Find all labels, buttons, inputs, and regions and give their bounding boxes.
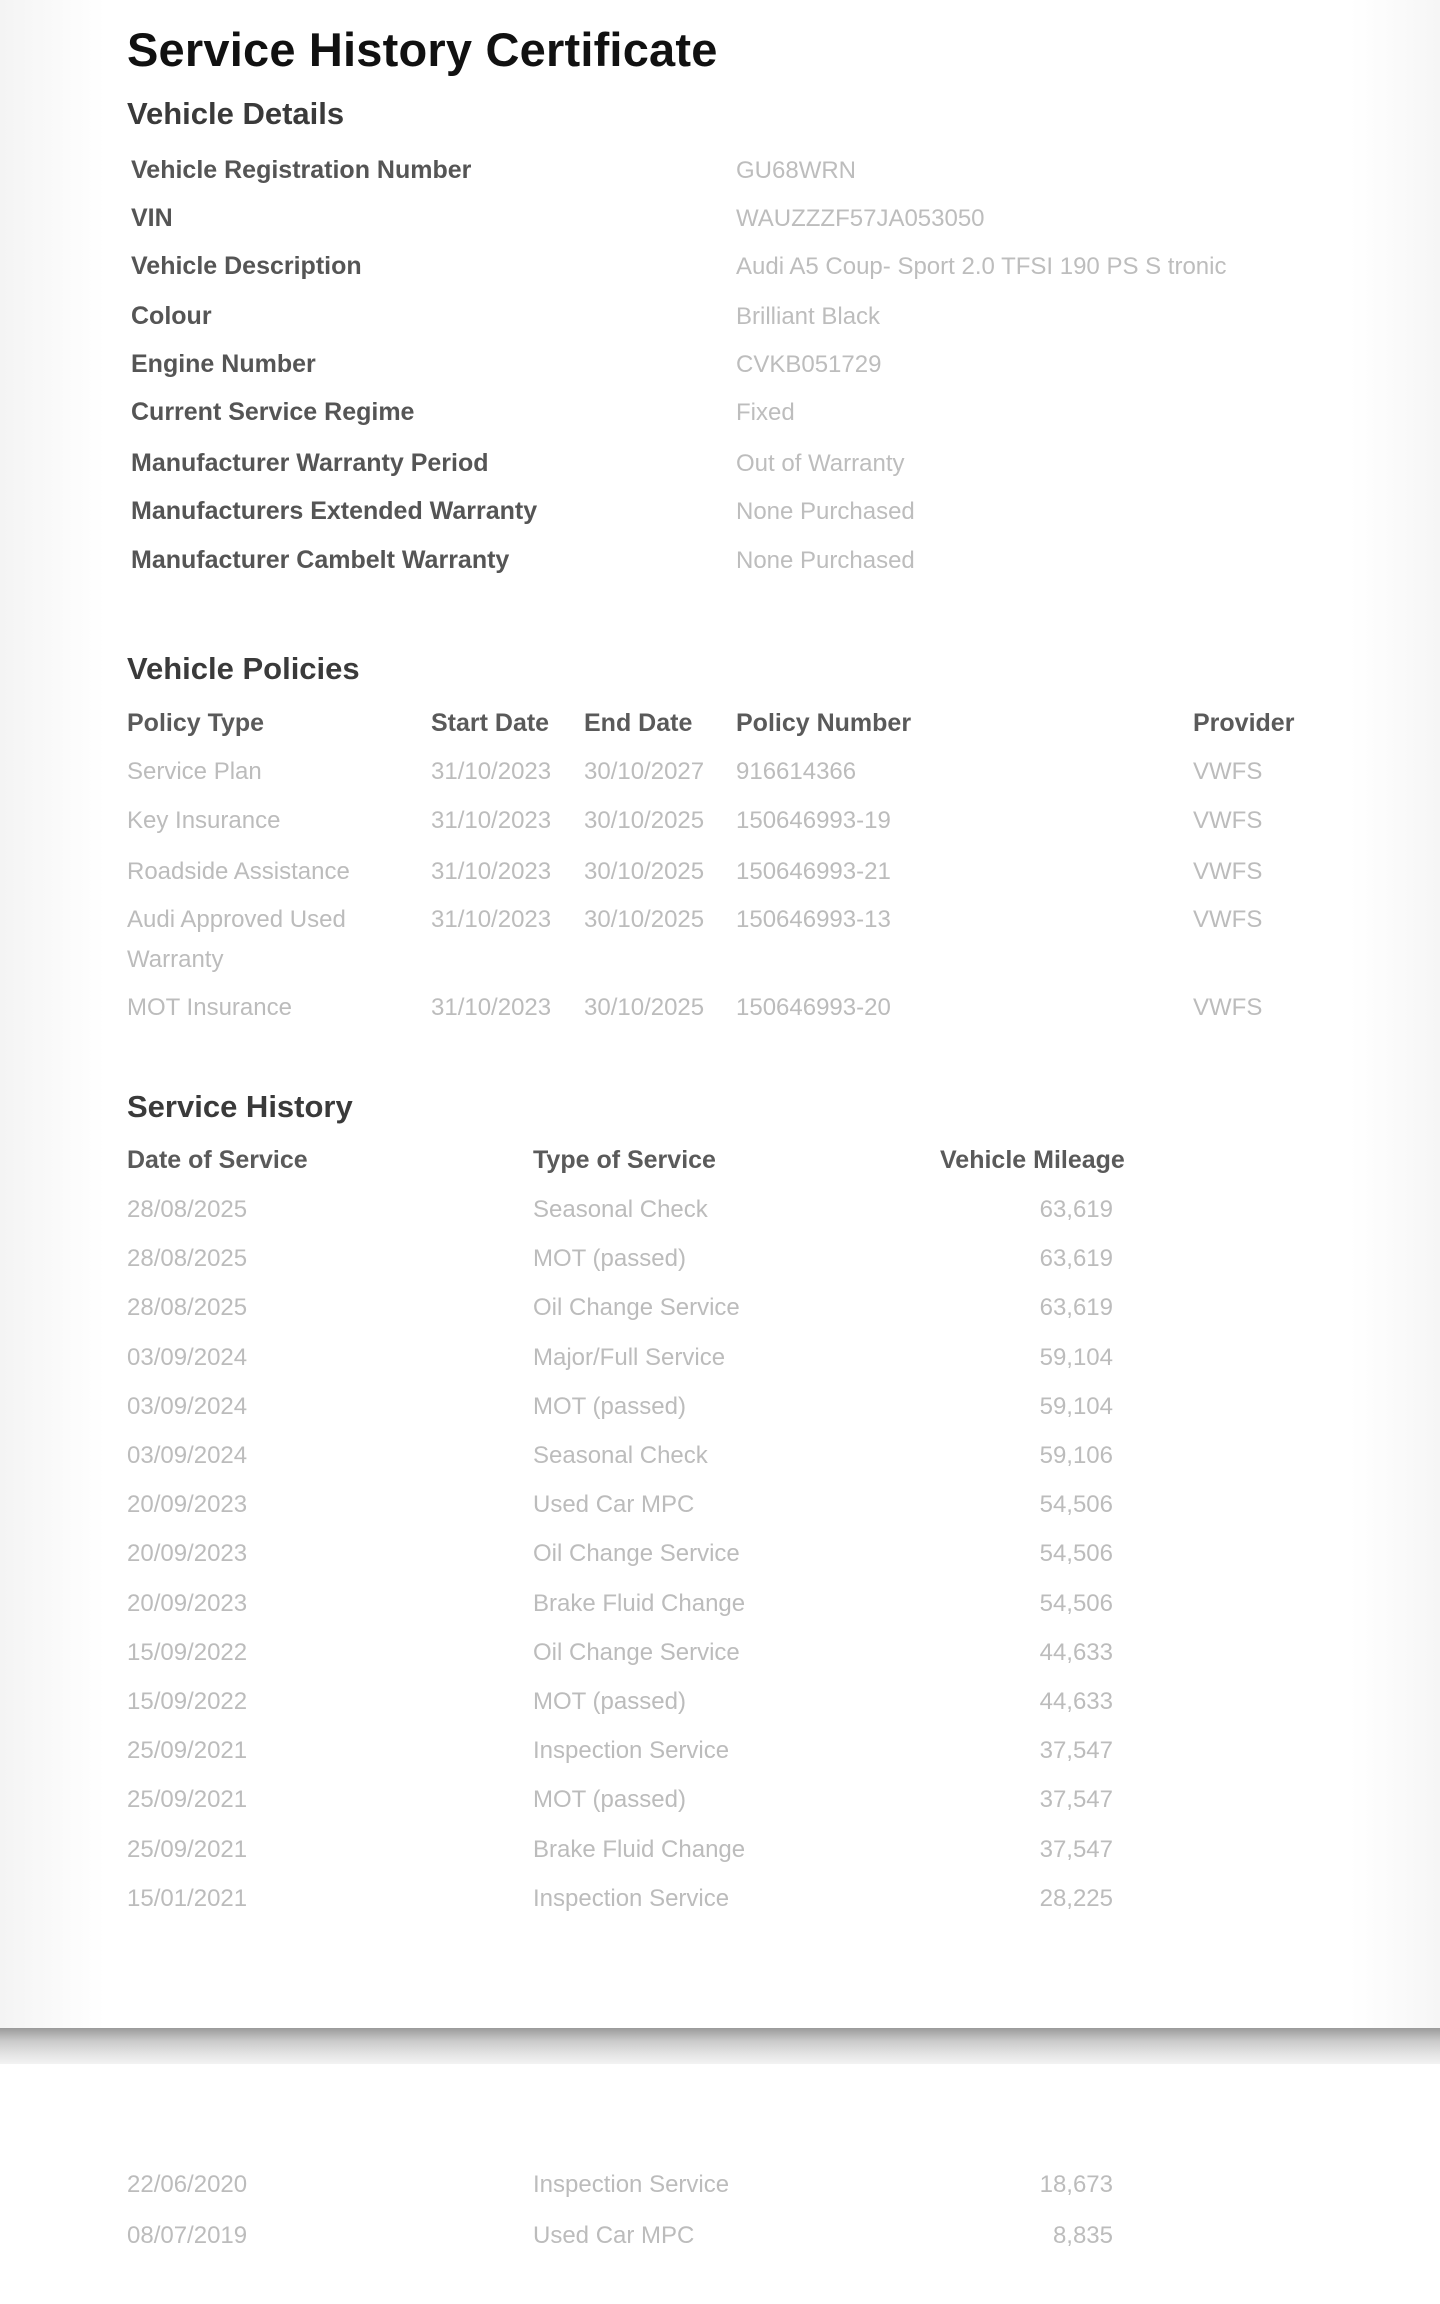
policy-provider-cell: VWFS	[1193, 906, 1263, 933]
service-mileage-cell: 28,225	[1039, 1885, 1113, 1912]
detail-value: WAUZZZF57JA053050	[736, 205, 985, 232]
detail-value: GU68WRN	[736, 157, 857, 184]
service-type-cell: Oil Change Service	[533, 1639, 740, 1666]
service-type-cell: Major/Full Service	[533, 1344, 726, 1371]
service-mileage-cell: 44,633	[1039, 1639, 1113, 1666]
policy-number-header: Policy Number	[736, 709, 912, 737]
service-mileage-cell: 59,104	[1039, 1393, 1113, 1420]
detail-label: Manufacturer Warranty Period	[131, 449, 489, 477]
detail-label: Colour	[131, 302, 212, 330]
service-date-cell: 20/09/2023	[127, 1590, 248, 1617]
service-type-cell: Brake Fluid Change	[533, 1836, 746, 1863]
policy-end-cell: 30/10/2027	[584, 758, 705, 785]
policy-provider-cell: VWFS	[1193, 994, 1263, 1021]
policy-provider-cell: VWFS	[1193, 758, 1263, 785]
service-mileage-cell: 18,673	[1039, 2171, 1113, 2198]
service-date-cell: 25/09/2021	[127, 1737, 248, 1764]
service-type-cell: Inspection Service	[533, 1737, 730, 1764]
service-mileage-cell: 59,106	[1039, 1442, 1113, 1469]
detail-value: None Purchased	[736, 547, 915, 574]
certificate-page-2	[0, 2064, 1440, 2304]
service-date-cell: 03/09/2024	[127, 1442, 248, 1469]
service-history-heading: Service History	[127, 1089, 353, 1124]
service-type-cell: Used Car MPC	[533, 2222, 695, 2249]
service-type-cell: Seasonal Check	[533, 1196, 708, 1223]
policy-number-cell: 150646993-21	[736, 858, 891, 885]
vehicle-details-heading: Vehicle Details	[127, 96, 345, 131]
service-type-cell: Seasonal Check	[533, 1442, 708, 1469]
service-type-cell: MOT (passed)	[533, 1688, 686, 1715]
policy-type-cell: Service Plan	[127, 758, 262, 785]
policy-start-cell: 31/10/2023	[431, 906, 552, 933]
service-mileage-cell: 8,835	[1052, 2222, 1113, 2249]
policy-end-cell: 30/10/2025	[584, 807, 705, 834]
policy-end-cell: 30/10/2025	[584, 906, 705, 933]
service-mileage-cell: 63,619	[1039, 1245, 1113, 1272]
service-mileage-cell: 63,619	[1039, 1294, 1113, 1321]
policy-type-cell: Audi Approved Used Warranty	[127, 906, 346, 973]
policy-start-cell: 31/10/2023	[431, 807, 552, 834]
policy-number-cell: 150646993-13	[736, 906, 891, 933]
policy-number-cell: 150646993-19	[736, 807, 891, 834]
service-mileage-cell: 37,547	[1039, 1737, 1113, 1764]
type-of-service-header: Type of Service	[533, 1146, 716, 1174]
service-date-cell: 25/09/2021	[127, 1836, 248, 1863]
page-title: Service History Certificate	[127, 23, 718, 76]
end-date-header: End Date	[584, 709, 693, 737]
service-mileage-cell: 37,547	[1039, 1786, 1113, 1813]
service-date-cell: 15/01/2021	[127, 1885, 248, 1912]
policy-end-cell: 30/10/2025	[584, 994, 705, 1021]
policy-type-cell: MOT Insurance	[127, 994, 292, 1021]
detail-label: Engine Number	[131, 350, 316, 378]
service-type-cell: MOT (passed)	[533, 1786, 686, 1813]
policy-end-cell: 30/10/2025	[584, 858, 705, 885]
service-mileage-cell: 59,104	[1039, 1344, 1113, 1371]
service-date-cell: 15/09/2022	[127, 1639, 248, 1666]
policy-start-cell: 31/10/2023	[431, 758, 552, 785]
service-date-cell: 28/08/2025	[127, 1245, 248, 1272]
service-mileage-cell: 37,547	[1039, 1836, 1113, 1863]
detail-label: Vehicle Description	[131, 252, 362, 280]
service-type-cell: Oil Change Service	[533, 1540, 740, 1567]
page-break	[0, 2028, 1440, 2064]
service-mileage-cell: 54,506	[1039, 1590, 1113, 1617]
service-type-cell: MOT (passed)	[533, 1245, 686, 1272]
service-date-cell: 25/09/2021	[127, 1786, 248, 1813]
policy-type-cell: Key Insurance	[127, 807, 281, 834]
service-type-cell: Oil Change Service	[533, 1294, 740, 1321]
service-mileage-cell: 44,633	[1039, 1688, 1113, 1715]
service-date-cell: 08/07/2019	[127, 2222, 248, 2249]
start-date-header: Start Date	[431, 709, 550, 737]
vehicle-policies-heading: Vehicle Policies	[127, 651, 360, 686]
service-date-cell: 20/09/2023	[127, 1540, 248, 1567]
date-of-service-header: Date of Service	[127, 1146, 308, 1174]
policy-start-cell: 31/10/2023	[431, 994, 552, 1021]
service-date-cell: 03/09/2024	[127, 1393, 248, 1420]
detail-label: VIN	[131, 204, 173, 232]
policy-type-cell: Roadside Assistance	[127, 858, 350, 885]
detail-label: Vehicle Registration Number	[131, 156, 472, 184]
service-date-cell: 22/06/2020	[127, 2171, 248, 2198]
detail-label: Current Service Regime	[131, 398, 415, 426]
service-type-cell: Inspection Service	[533, 1885, 730, 1912]
policy-number-cell: 916614366	[736, 758, 857, 785]
service-date-cell: 20/09/2023	[127, 1491, 248, 1518]
policy-start-cell: 31/10/2023	[431, 858, 552, 885]
service-mileage-cell: 63,619	[1039, 1196, 1113, 1223]
service-type-cell: MOT (passed)	[533, 1393, 686, 1420]
policy-type-header: Policy Type	[127, 709, 265, 737]
service-date-cell: 15/09/2022	[127, 1688, 248, 1715]
service-mileage-cell: 54,506	[1039, 1540, 1113, 1567]
service-type-cell: Inspection Service	[533, 2171, 730, 2198]
provider-header: Provider	[1193, 709, 1295, 737]
detail-value: Fixed	[736, 399, 795, 426]
detail-value: Brilliant Black	[736, 303, 881, 330]
service-date-cell: 28/08/2025	[127, 1196, 248, 1223]
detail-label: Manufacturer Cambelt Warranty	[131, 546, 510, 574]
policy-number-cell: 150646993-20	[736, 994, 891, 1021]
detail-label: Manufacturers Extended Warranty	[131, 497, 538, 525]
service-date-cell: 28/08/2025	[127, 1294, 248, 1321]
detail-value: None Purchased	[736, 498, 915, 525]
detail-value: Out of Warranty	[736, 450, 905, 477]
vehicle-mileage-header: Vehicle Mileage	[940, 1146, 1125, 1174]
service-mileage-cell: 54,506	[1039, 1491, 1113, 1518]
policy-provider-cell: VWFS	[1193, 807, 1263, 834]
detail-value: CVKB051729	[736, 351, 882, 378]
policy-provider-cell: VWFS	[1193, 858, 1263, 885]
detail-value: Audi A5 Coup- Sport 2.0 TFSI 190 PS S tronic	[736, 253, 1227, 280]
service-type-cell: Used Car MPC	[533, 1491, 695, 1518]
service-date-cell: 03/09/2024	[127, 1344, 248, 1371]
service-type-cell: Brake Fluid Change	[533, 1590, 746, 1617]
